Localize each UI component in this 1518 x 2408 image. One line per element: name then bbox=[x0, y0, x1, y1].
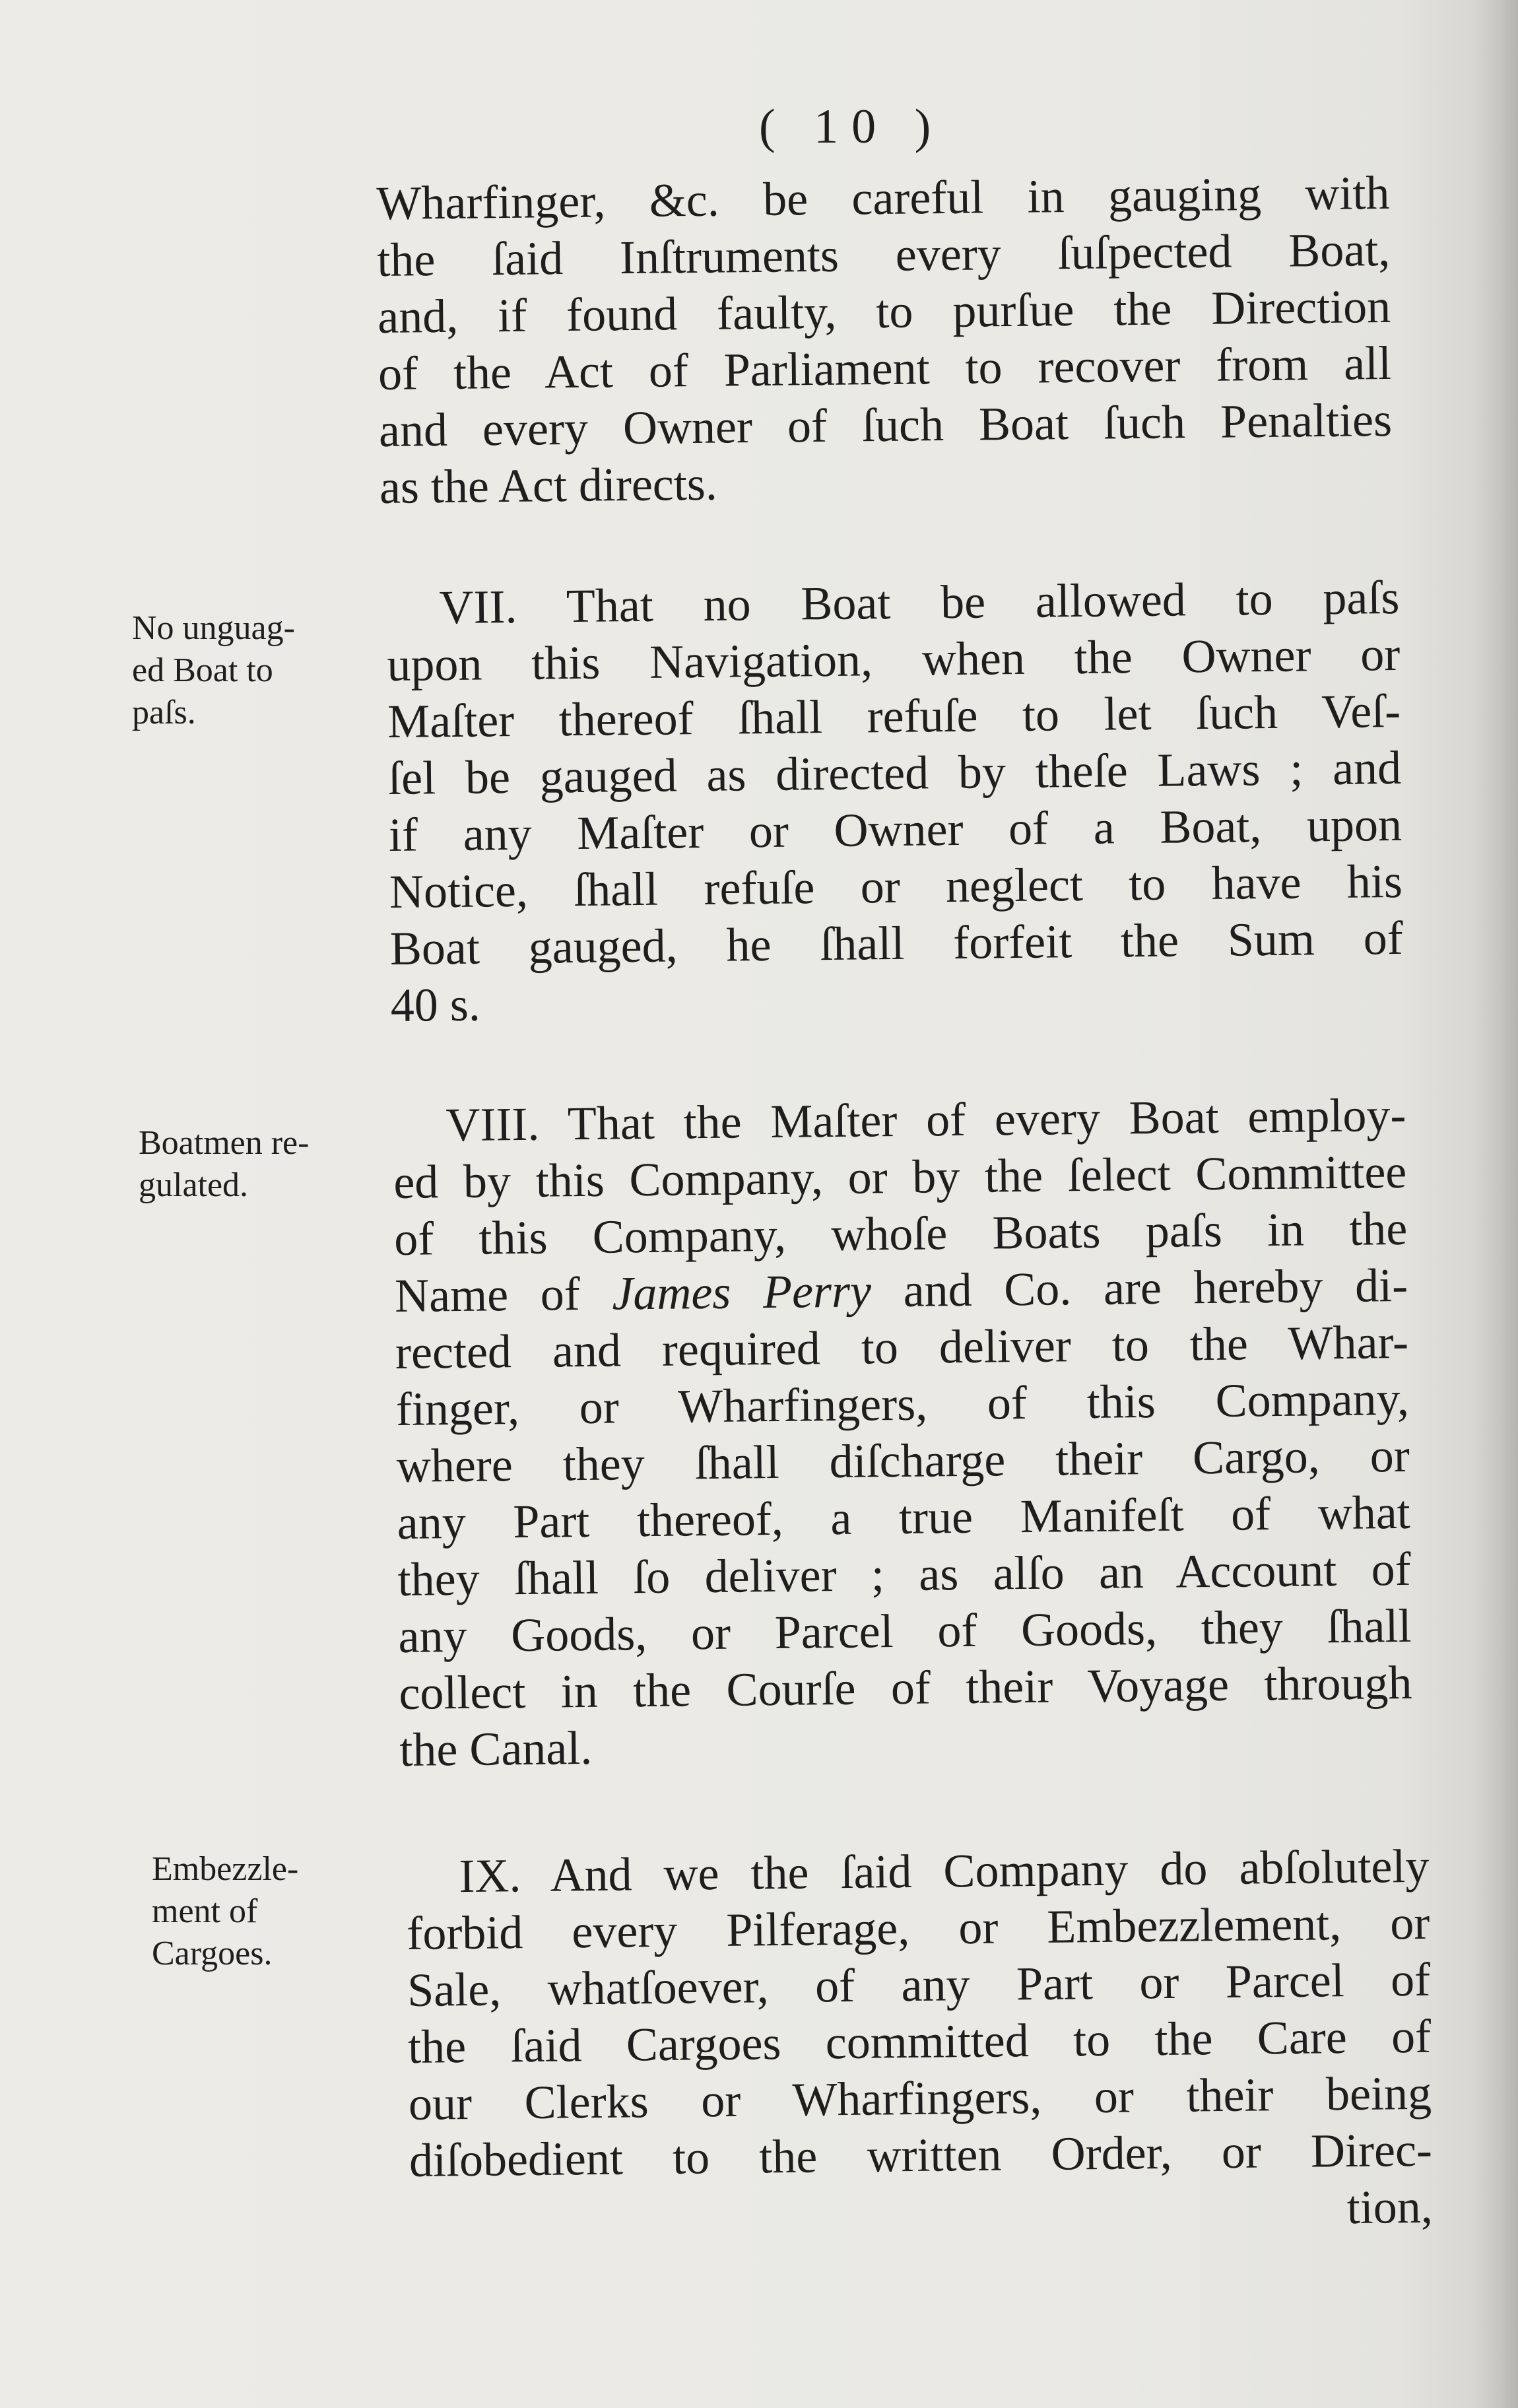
continued-paragraph bbox=[376, 164, 1393, 516]
text-line: where they ſhall diſcharge their Cargo, or bbox=[396, 1428, 1410, 1492]
text-line: the Canal. bbox=[399, 1721, 593, 1776]
marginal-line: ed Boat to bbox=[132, 652, 273, 689]
text-fragment: and Co. are hereby di- bbox=[871, 1258, 1408, 1318]
marginal-line: Boatmen re- bbox=[139, 1124, 310, 1162]
marginal-line: paſs. bbox=[132, 694, 196, 731]
text-fragment: Name of bbox=[394, 1267, 612, 1322]
section-viii-paragraph bbox=[393, 1087, 1413, 1778]
text-line: our Clerks or Wharfingers, or their being bbox=[408, 2066, 1432, 2130]
text-line: diſobedient to the written Order, or Direc- bbox=[409, 2123, 1433, 2187]
text-line: the ſaid Cargoes committed to the Care of bbox=[407, 2009, 1432, 2073]
marginal-note-ix bbox=[152, 1848, 389, 1975]
text-line: finger, or Wharfingers, of this Company, bbox=[395, 1372, 1410, 1436]
marginal-line: ment of bbox=[152, 1892, 258, 1930]
marginal-line: Embezzle- bbox=[152, 1850, 299, 1888]
text-line: Sale, whatſoever, of any Part or Parcel of bbox=[407, 1953, 1431, 2017]
catchword: tion, bbox=[1346, 2180, 1434, 2234]
section-vii-paragraph bbox=[386, 569, 1404, 1034]
text-line: IX. And we the ſaid Company do abſolutely bbox=[459, 1839, 1430, 1903]
text-line: Notice, ſhall refuſe or neglect to have his bbox=[389, 854, 1403, 918]
text-line: they ſhall ſo deliver ; as alſo an Account of bbox=[397, 1542, 1411, 1606]
text-line: upon this Navigation, when the Owner or bbox=[386, 627, 1401, 691]
text-line: Wharfinger, &c. be careful in gauging with bbox=[376, 166, 1390, 230]
text-line: and every Owner of ſuch Boat ſuch Penalties bbox=[378, 393, 1393, 457]
text-line: VII. That no Boat be allowed to paſs bbox=[439, 570, 1400, 634]
marginal-line: gulated. bbox=[139, 1166, 249, 1204]
text-line: 40 s. bbox=[390, 978, 481, 1032]
text-line bbox=[395, 1257, 1408, 1324]
text-line: collect in the Courſe of their Voyage through bbox=[399, 1656, 1412, 1720]
italic-name: James Perry bbox=[611, 1264, 872, 1320]
text-line: and, if found faulty, to purſue the Direction bbox=[377, 279, 1391, 343]
text-line: Boat gauged, he ſhall forfeit the Sum of bbox=[389, 911, 1404, 975]
text-line: rected and required to deliver to the Whar- bbox=[395, 1315, 1409, 1379]
marginal-note-viii bbox=[139, 1122, 376, 1207]
text-line: VIII. That the Maſter of every Boat employ- bbox=[446, 1088, 1406, 1152]
marginal-line: Cargoes. bbox=[152, 1935, 273, 1972]
text-line: ed by this Company, or by the ſelect Committee bbox=[393, 1145, 1407, 1209]
text-line: any Part thereof, a true Manifeſt of what bbox=[397, 1485, 1411, 1549]
text-line: ſel be gauged as directed by theſe Laws ; and bbox=[387, 741, 1402, 805]
text-line: Maſter thereof ſhall refuſe to let ſuch Veſ- bbox=[387, 684, 1401, 748]
marginal-line: No unguag- bbox=[132, 609, 295, 647]
text-line: forbid every Pilferage, or Embezzlement, or bbox=[406, 1896, 1430, 1960]
section-ix-paragraph bbox=[406, 1838, 1433, 2246]
marginal-note-vii bbox=[132, 607, 370, 734]
text-line: as the Act directs. bbox=[379, 457, 718, 514]
page-gutter-shadow bbox=[1472, 0, 1518, 2408]
text-line: of this Company, whoſe Boats paſs in the bbox=[393, 1201, 1408, 1265]
page-number: ( 10 ) bbox=[759, 100, 944, 154]
text-line: of the Act of Parliament to recover from all bbox=[378, 336, 1392, 400]
text-line: any Goods, or Parcel of Goods, they ſhall bbox=[398, 1599, 1412, 1663]
text-line: if any Maſter or Owner of a Boat, upon bbox=[388, 797, 1402, 861]
text-line: the ſaid Inſtruments every ſuſpected Boat, bbox=[376, 222, 1391, 286]
